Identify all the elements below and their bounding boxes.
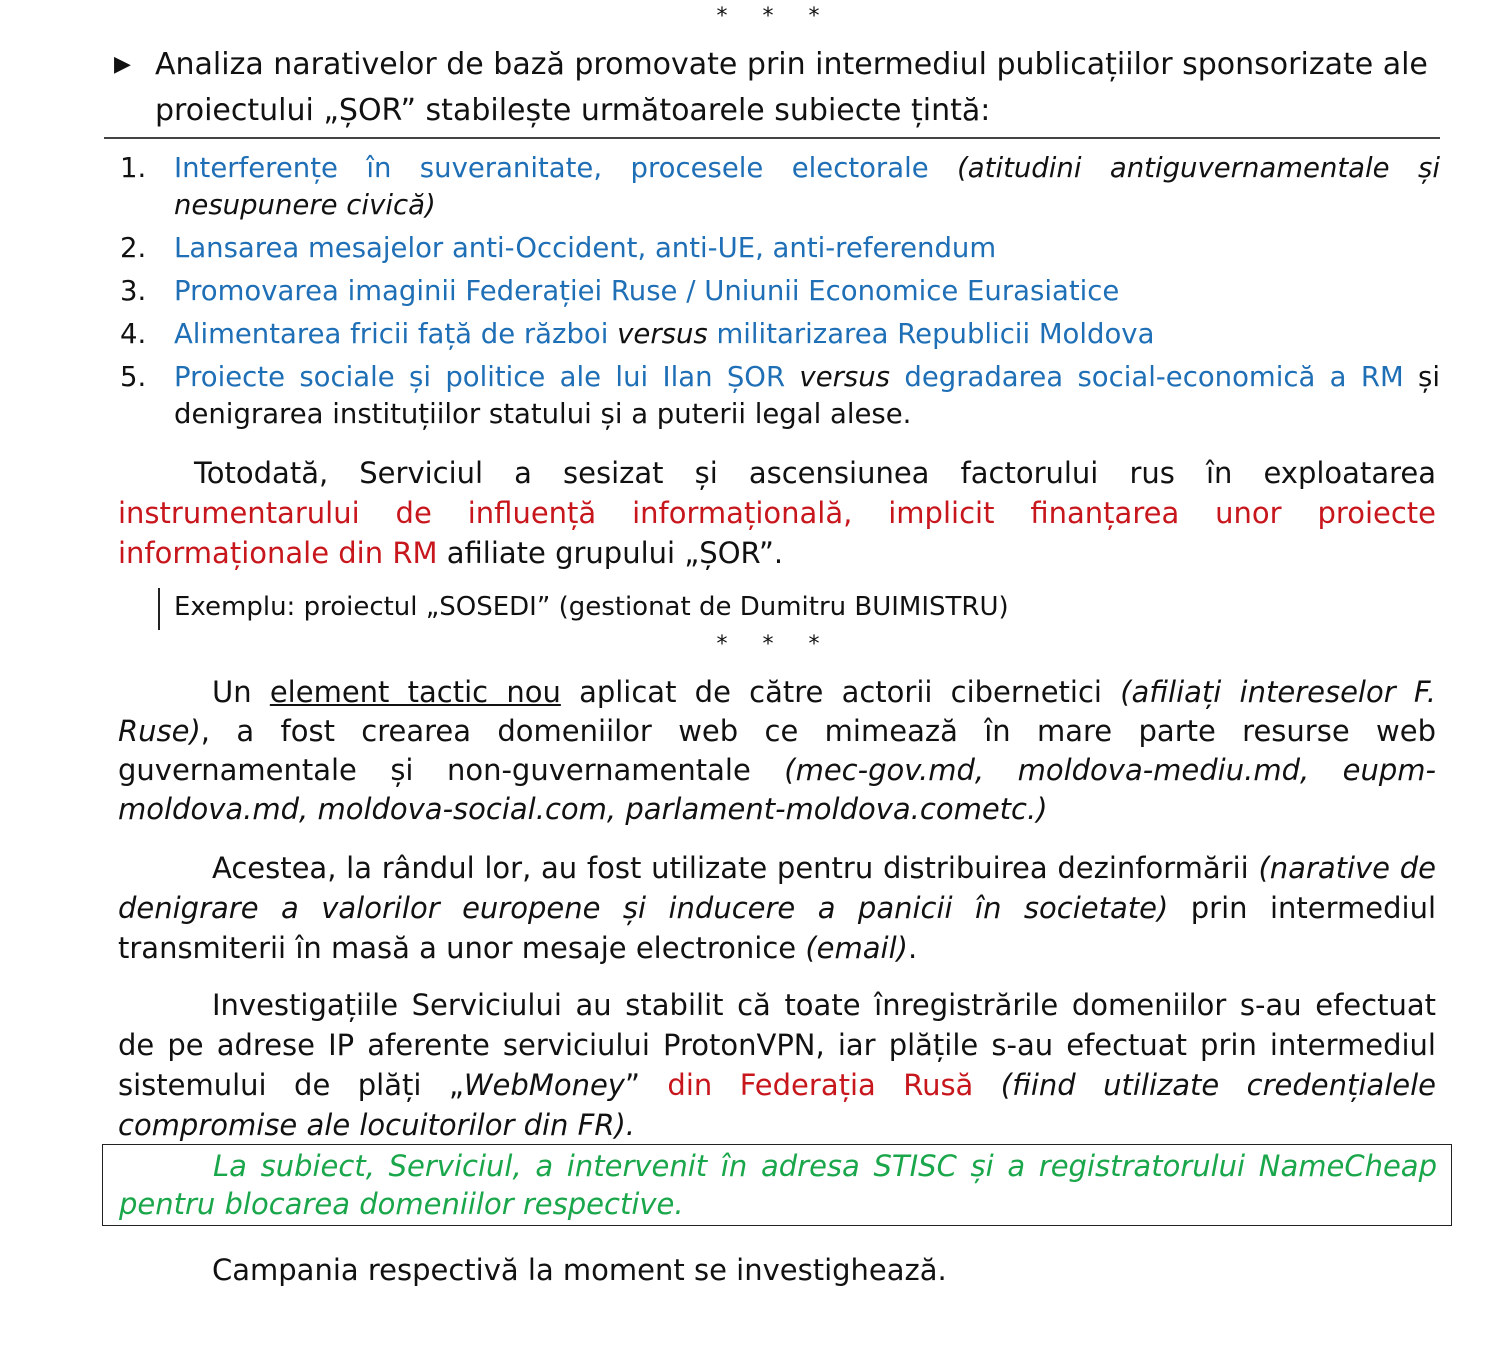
paragraph-disinformation <box>118 848 1436 968</box>
list-number: 2. <box>120 232 147 264</box>
paragraph-text: , a fost crearea domeniilor web ce mimează în mare parte resurse web guvernamentale și non-guvernamentale <box>118 714 1436 787</box>
paragraph-text: Totodată, Serviciul a sesizat și ascensiunea factorului rus în exploatarea <box>194 456 1436 490</box>
paragraph-text: Un <box>212 675 252 709</box>
highlighted-text: din Federația Rusă <box>667 1068 974 1102</box>
paragraph-text: ” <box>624 1068 640 1102</box>
list-item-text: Lansarea mesajelor anti-Occident, anti-UE, anti-referendum <box>174 232 997 264</box>
list-item-text: Alimentarea fricii față de război <box>174 318 609 350</box>
example-quote: Exemplu: proiectul „SOSEDI” (gestionat de Dumitru BUIMISTRU) <box>158 588 1009 630</box>
paragraph-text: Campania respectivă la moment se investighează. <box>212 1253 947 1287</box>
triangle-bullet-icon: ▶ <box>114 52 131 77</box>
list-item-text-3: și denigrarea instituțiilor statului și a puterii legal alese. <box>174 361 1440 430</box>
list-item-versus: versus <box>617 318 708 350</box>
list-item-text: Proiecte sociale și politice ale lui Ilan ȘOR <box>174 361 786 393</box>
paragraph-text: Acestea, la rândul lor, au fost utilizate pentru distribuirea dezinformării <box>212 851 1249 885</box>
domains-list-text: (mec-gov.md, moldova-mediu.md, eupm-moldova.md, moldova-social.com, parlament-moldova.cometc.) <box>118 753 1437 826</box>
italic-text: (fiind utilizate credențialele compromise ale locuitorilor din FR). <box>118 1068 1436 1142</box>
list-item-text-2: degradarea social-economică a RM <box>904 361 1404 393</box>
paragraph-text: Investigațiile Serviciului au stabilit că toate înregistrările domeniilor s-au efectuat de pe adrese IP aferente serviciului ProtonVPN, iar plățile s-au efectuat prin intermediul sistemului de plăți „ <box>118 988 1436 1102</box>
list-number: 3. <box>120 275 147 307</box>
list-number: 1. <box>120 152 147 184</box>
paragraph-campaign <box>118 1250 1436 1290</box>
list-item <box>120 359 1440 433</box>
italic-text: (email) <box>805 931 908 965</box>
paragraph-text: prin intermediul transmiterii în masă a unor mesaje electronice <box>118 891 1436 965</box>
list-item-text: Interferențe în suveranitate, procesele electorale <box>174 152 929 184</box>
boxed-note-content: La subiect, Serviciul, a intervenit în adresa STISC și a registratorului NameCheap pentru blocarea domeniilor respective. <box>119 1149 1437 1221</box>
paragraph-text: . <box>907 931 918 965</box>
list-item-text-2: militarizarea Republicii Moldova <box>716 318 1155 350</box>
list-number: 5. <box>120 361 147 393</box>
list-item-note: (atitudini antiguvernamentale și nesupunere civică) <box>174 152 1440 221</box>
section-separator: * * * <box>716 632 834 657</box>
list-item-text: Promovarea imaginii Federației Ruse / Uniunii Economice Eurasiatice <box>174 275 1120 307</box>
list-number: 4. <box>120 318 147 350</box>
intro-bullet <box>110 42 1440 134</box>
paragraph-text: aplicat de către actorii cibernetici <box>579 675 1102 709</box>
paragraph-russian-factor <box>118 453 1436 573</box>
boxed-note-text <box>119 1147 1437 1223</box>
list-item <box>120 316 1440 353</box>
italic-text: (afiliați intereselor F. Ruse) <box>118 675 1437 748</box>
paragraph-tactic <box>118 673 1436 829</box>
italic-text: WebMoney <box>463 1068 625 1102</box>
paragraph-text-end: afiliate grupului „ȘOR”. <box>446 536 784 570</box>
paragraph-investigations <box>118 985 1436 1145</box>
section-separator: * * * <box>716 4 834 29</box>
highlighted-text: instrumentarului de influență informațională, implicit finanțarea unor proiecte informaționale din RM <box>118 496 1436 570</box>
list-item <box>120 273 1440 310</box>
list-item <box>120 230 1440 267</box>
intro-text: Analiza narativelor de bază promovate prin intermediul publicațiilor sponsorizate ale proiectului „ȘOR” stabilește următoarele subiecte țintă: <box>155 47 1428 128</box>
narratives-list <box>120 150 1440 439</box>
underlined-text: element tactic nou <box>269 675 561 709</box>
list-item-versus: versus <box>799 361 891 393</box>
horizontal-rule <box>104 137 1440 139</box>
italic-text: (narative de denigrare a valorilor europene și inducere a panicii în societate) <box>118 851 1437 925</box>
list-item <box>120 150 1440 224</box>
boxed-note <box>102 1144 1452 1226</box>
